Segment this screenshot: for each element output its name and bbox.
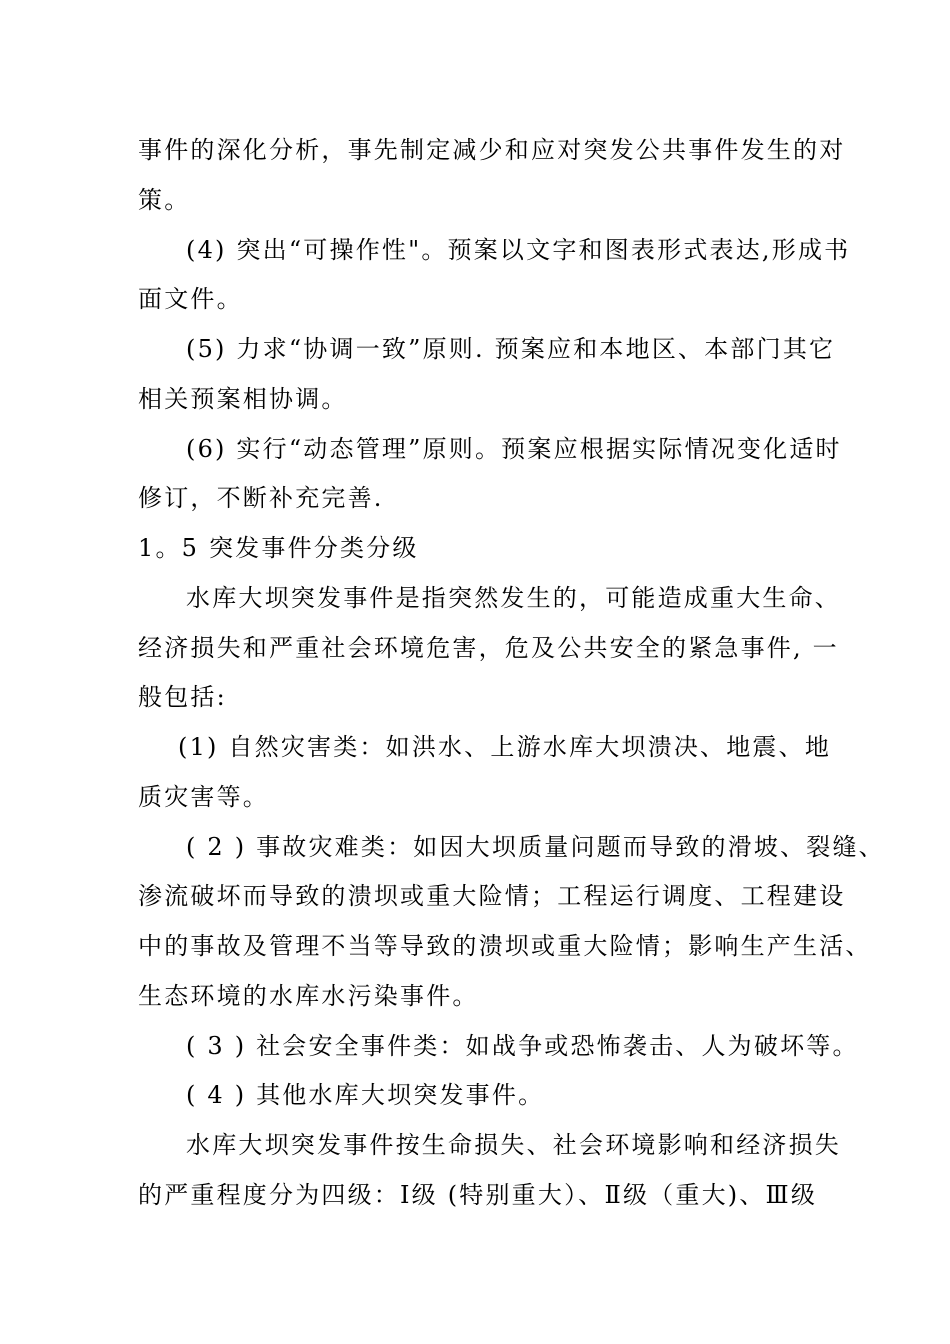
- text-line-14: 质灾害等。: [138, 783, 269, 811]
- text-line-17: 中的事故及管理不当等导致的溃坝或重大险情；影响生产生活、: [138, 932, 872, 960]
- text-line-16: 渗流破坏而导致的溃坝或重大险情；工程运行调度、工程建设: [138, 882, 846, 910]
- section-heading: 1。5 突发事件分类分级: [138, 534, 419, 562]
- text-line-21: 水库大坝突发事件按生命损失、社会环境影响和经济损失: [186, 1131, 841, 1159]
- text-line-10: 水库大坝突发事件是指突然发生的，可能造成重大生命、: [186, 584, 841, 612]
- text-line-22: 的严重程度分为四级：Ⅰ级 (特别重大）、Ⅱ级（重大)、Ⅲ级: [138, 1181, 818, 1209]
- text-line-3: (4) 突出“可操作性"。预案以文字和图表形式表达,形成书: [186, 236, 851, 264]
- text-line-7: (6) 实行“动态管理”原则。预案应根据实际情况变化适时: [186, 435, 842, 463]
- text-line-1: 事件的深化分析，事先制定减少和应对突发公共事件发生的对: [138, 136, 846, 164]
- text-line-11: 经济损失和严重社会环境危害，危及公共安全的紧急事件, 一: [138, 634, 839, 662]
- text-line-13: (1) 自然灾害类：如洪水、上游水库大坝溃决、地震、地: [178, 733, 832, 761]
- text-line-5: (5) 力求“协调一致”原则. 预案应和本地区、本部门其它: [186, 335, 836, 363]
- text-line-18: 生态环境的水库水污染事件。: [138, 982, 479, 1010]
- text-line-20: ( 4 ) 其他水库大坝突发事件。: [186, 1081, 545, 1109]
- text-line-15: ( 2 ) 事故灾难类：如因大坝质量问题而导致的滑坡、裂缝、: [186, 833, 885, 861]
- text-line-6: 相关预案相协调。: [138, 385, 348, 413]
- text-line-12: 般包括:: [138, 683, 227, 711]
- text-line-19: ( 3 ) 社会安全事件类：如战争或恐怖袭击、人为破坏等。: [186, 1032, 859, 1060]
- text-line-2: 策。: [138, 186, 191, 214]
- text-line-4: 面文件。: [138, 285, 243, 313]
- text-line-8: 修订，不断补充完善.: [138, 484, 384, 512]
